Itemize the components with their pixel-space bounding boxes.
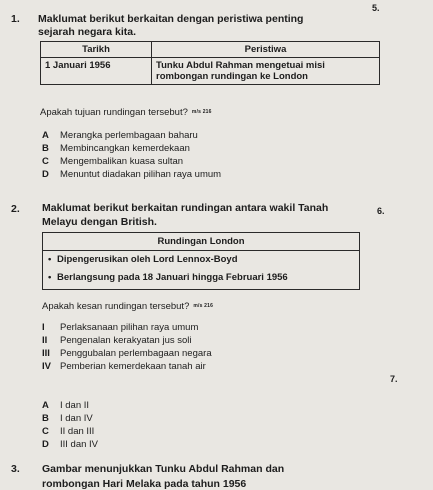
q1-stem-line1: Maklumat berikut berkaitan dengan peristiwa penting: [38, 13, 304, 25]
q2-statement-4: [42, 362, 206, 372]
q1-option-c-text: Mengembalikan kuasa sultan: [60, 156, 184, 167]
q2-statement-1: [42, 323, 198, 333]
q1-table-header-date: Tarikh: [41, 42, 152, 58]
q2-statement-3: [42, 349, 212, 359]
q1-option-d-text: Menuntut diadakan pilihan raya umum: [60, 169, 222, 180]
margin-number-5: 5.: [372, 3, 380, 13]
q2-stem-line2: Melayu dengan British.: [42, 216, 157, 228]
q2-stem-line1: Maklumat berikut berkaitan rundingan antara wakil Tanah: [42, 202, 329, 214]
q1-table-header-event: Peristiwa: [152, 42, 380, 58]
q1-option-d[interactable]: [42, 170, 221, 180]
q2-statement-3-text: Penggubalan perlembagaan negara: [60, 348, 212, 359]
q1-table-date: 1 Januari 1956: [41, 58, 152, 85]
q2-option-c-label: C: [42, 426, 49, 437]
q2-box-list: [43, 251, 359, 287]
q2-statement-1-label: I: [42, 322, 45, 333]
q1-page-note: m/s 216: [191, 109, 212, 115]
q1-option-c-label: C: [42, 156, 49, 167]
q2-option-d-text: III dan IV: [60, 439, 99, 450]
q2-box-header: Rundingan London: [43, 233, 359, 251]
q2-option-a-text: I dan II: [60, 400, 90, 411]
q2-question: [42, 302, 213, 312]
q1-option-b-text: Membincangkan kemerdekaan: [60, 143, 190, 154]
q2-option-d[interactable]: [42, 440, 98, 450]
q2-box-bullet-1: • Dipengerusikan oleh Lord Lennox-Boyd: [57, 251, 359, 269]
q2-statement-4-label: IV: [42, 361, 51, 372]
q2-page-note: m/s 216: [193, 303, 214, 309]
q1-option-b[interactable]: [42, 144, 190, 154]
q1-option-c[interactable]: [42, 157, 183, 167]
q2-option-a-label: A: [42, 400, 49, 411]
q2-question-text: Apakah kesan rundingan tersebut?: [42, 301, 190, 312]
q1-option-a-text: Merangka perlembagaan baharu: [60, 130, 198, 141]
q2-option-a[interactable]: [42, 401, 89, 411]
q1-stem-line2: sejarah negara kita.: [38, 26, 137, 38]
q1-event-table: [40, 41, 380, 85]
q2-statement-3-label: III: [42, 348, 50, 359]
q2-statement-4-text: Pemberian kemerdekaan tanah air: [60, 361, 206, 372]
q3-stem-line2: rombongan Hari Melaka pada tahun 1956: [42, 478, 247, 490]
margin-number-7: 7.: [390, 374, 398, 384]
q1-table-event: [152, 58, 380, 85]
q2-info-box: [42, 232, 360, 290]
q2-statement-2: [42, 336, 192, 346]
q2-statement-2-label: II: [42, 335, 48, 346]
q3-stem-line1: Gambar menunjukkan Tunku Abdul Rahman dan: [42, 463, 285, 475]
q2-option-d-label: D: [42, 439, 49, 450]
q2-number: 2.: [11, 203, 20, 215]
q1-question: [40, 108, 212, 118]
q2-statement-1-text: Perlaksanaan pilihan raya umum: [60, 322, 199, 333]
q2-option-b-text: I dan IV: [60, 413, 93, 424]
q1-number: 1.: [11, 13, 20, 25]
q2-box-bullet-2: • Berlangsung pada 18 Januari hingga Februari 1956: [57, 269, 359, 287]
q1-question-text: Apakah tujuan rundingan tersebut?: [40, 107, 188, 118]
q2-option-c-text: II dan III: [60, 426, 95, 437]
q3-number: 3.: [11, 463, 20, 475]
q1-option-a-label: A: [42, 130, 49, 141]
q2-option-b-label: B: [42, 413, 49, 424]
q1-table-event-line1: Tunku Abdul Rahman mengetuai misi: [156, 60, 325, 71]
q2-option-c[interactable]: [42, 427, 94, 437]
q1-option-d-label: D: [42, 169, 49, 180]
margin-number-6: 6.: [377, 206, 385, 216]
q1-option-b-label: B: [42, 143, 49, 154]
q2-option-b[interactable]: [42, 414, 93, 424]
q2-statement-2-text: Pengenalan kerakyatan jus soli: [60, 335, 192, 346]
q1-option-a[interactable]: [42, 131, 198, 141]
q1-table-event-line2: rombongan rundingan ke London: [156, 71, 308, 82]
